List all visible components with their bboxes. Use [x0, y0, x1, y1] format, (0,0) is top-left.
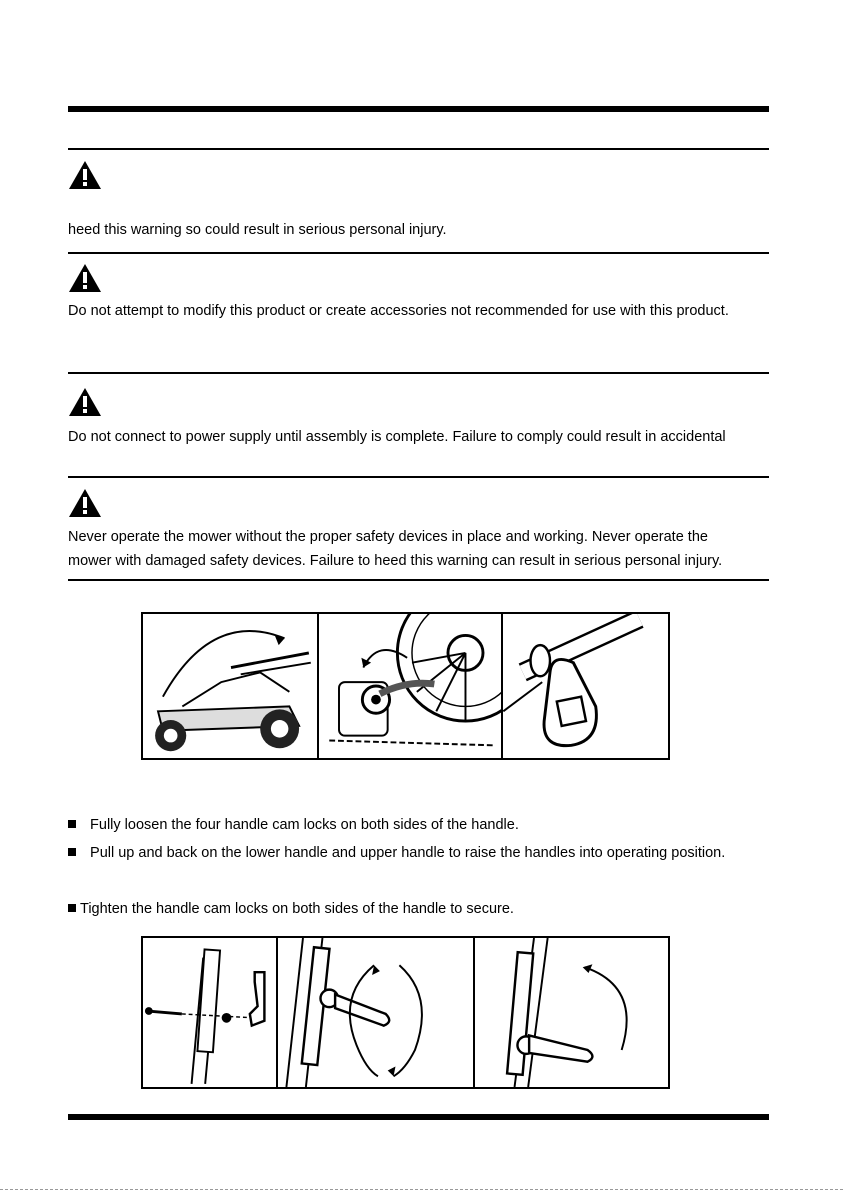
cam-lock-rotate-illustration: [276, 936, 477, 1089]
section-rule: [68, 148, 769, 150]
warning-2-text: Do not attempt to modify this product or create accessories not recommended for use with this product.: [68, 303, 729, 319]
header-rule: [68, 106, 769, 112]
cam-lock-exploded-illustration: [141, 936, 280, 1089]
section-rule: [68, 476, 769, 478]
bullet-square-icon: [68, 848, 76, 856]
bullet-square-icon: [68, 820, 76, 828]
warning-triangle-icon: [68, 263, 102, 293]
step-list-item: Pull up and back on the lower handle and upper handle to raise the handles into operating position.: [68, 843, 725, 863]
warning-4-text-line-2: mower with damaged safety devices. Failure to heed this warning can result in serious personal injury.: [68, 553, 723, 569]
section-rule: [68, 579, 769, 581]
warning-triangle-icon: [68, 160, 102, 190]
section-rule: [68, 372, 769, 374]
cam-lock-tighten-illustration: [473, 936, 670, 1089]
mower-raise-handle-illustration: [141, 612, 321, 760]
warning-1-text: heed this warning so could result in serious personal injury.: [68, 222, 447, 238]
step-list-item: Fully loosen the four handle cam locks on both sides of the handle.: [68, 815, 519, 835]
section-rule: [68, 252, 769, 254]
warning-3-text: Do not connect to power supply until assembly is complete. Failure to comply could result in accidental: [68, 429, 726, 445]
wheel-cam-lock-illustration: [317, 612, 505, 760]
bullet-square-icon: [68, 904, 76, 912]
footer-rule: [68, 1114, 769, 1120]
warning-triangle-icon: [68, 387, 102, 417]
page-edge-dashes: [0, 1189, 843, 1190]
handle-cam-lock-closeup-illustration: [501, 612, 670, 760]
warning-triangle-icon: [68, 488, 102, 518]
step-list-item: Tighten the handle cam locks on both sides of the handle to secure.: [68, 899, 514, 919]
warning-4-text-line-1: Never operate the mower without the proper safety devices in place and working. Never operate the: [68, 529, 708, 545]
